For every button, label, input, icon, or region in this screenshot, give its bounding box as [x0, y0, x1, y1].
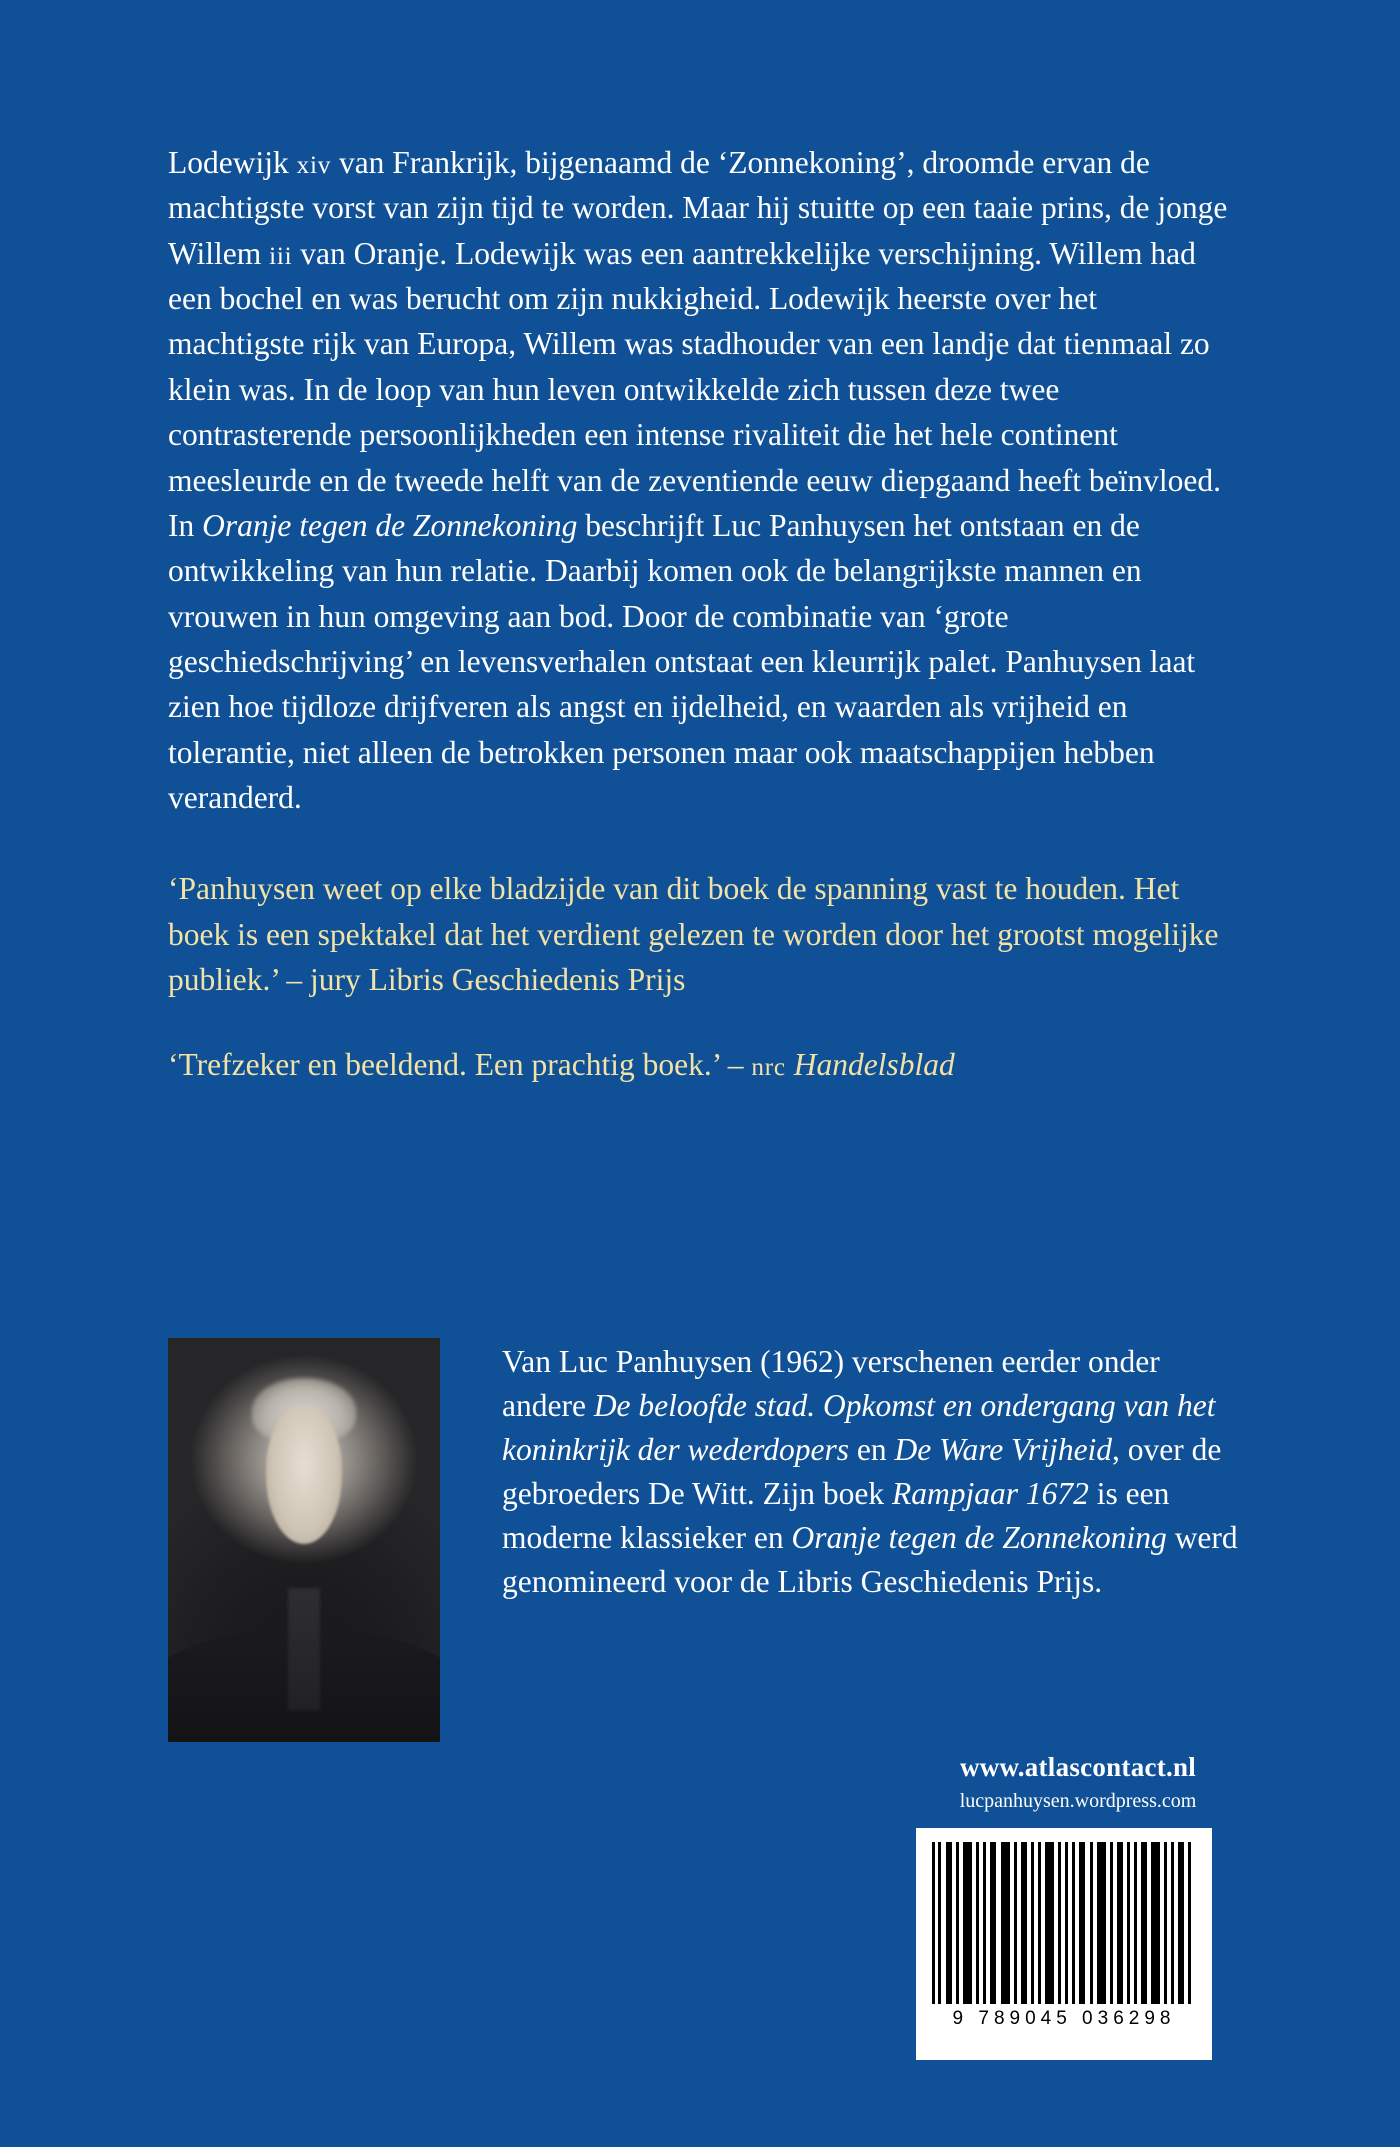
bio-part-e: werd genomineerd voor de Libris Geschiedenis Prijs. [502, 1520, 1238, 1600]
bio-part-a: Van Luc Panhuysen (1962) verschenen eerder onder andere [502, 1344, 1160, 1424]
author-portrait [168, 1338, 440, 1742]
author-bio-paragraph [502, 1340, 1240, 1605]
review-quote-1: ‘Panhuysen weet op elke bladzijde van dit boek de spanning vast te houden. Het boek is een spektakel dat het verdient gelezen te worden door het grootst mogelijke publiek.’ – jury Libris Geschiedenis Prijs [168, 871, 1219, 998]
review-quote-2 [168, 1042, 1240, 1087]
bio-title-de-ware-vrijheid: De Ware Vrijheid [894, 1432, 1113, 1468]
blurb-section [168, 140, 1240, 1088]
publisher-website-link[interactable]: www.atlascontact.nl [959, 1752, 1197, 1782]
publisher-links [916, 1752, 1240, 1813]
bio-title-rampjaar-1672: Rampjaar 1672 [892, 1476, 1089, 1512]
barcode-bars [932, 1842, 1196, 2004]
roman-numeral-fourteen: xiv [296, 152, 332, 179]
bio-part-b: en [849, 1432, 895, 1468]
review-source-handelsblad: Handelsblad [785, 1047, 955, 1083]
portrait-face [266, 1407, 342, 1544]
blurb-p2-part-b: beschrijft Luc Panhuysen het ontstaan en de ontwikkeling van hun relatie. Daarbij komen ook de belangrijkste mannen en vrouwen in hun omgeving aan bod. Door de combinatie van ‘grote geschiedschrijving’ en levensverhalen ontstaat een kleurrijk palet. Panhuysen laat zien hoe tijdloze drijfveren als angst en ijdelheid, en waarden als vrijheid en tolerantie, niet alleen de betrokken personen maar ook maatschappijen hebben veranderd. [168, 507, 1196, 816]
bio-part-c: , over de gebroeders De Witt. Zijn boek [502, 1432, 1222, 1512]
review-source-nrc: nrc [751, 1054, 786, 1082]
barcode-digits: 9 789045 036298 [952, 2008, 1176, 2029]
bio-part-d: is een moderne klassieker en [502, 1476, 1170, 1556]
blurb-p1-part-a: Lodewijk [168, 145, 297, 180]
blurb-p1-part-b: van Frankrijk, bijgenaamd de ‘Zonnekoning’, droomde ervan de machtigste vorst van zijn tijd te worden. Maar hij stuitte op een taaie prins, de jonge Willem [168, 145, 1228, 271]
author-blog-link[interactable]: lucpanhuysen.wordpress.com [959, 1790, 1197, 1812]
blurb-p2-part-a: In [168, 507, 203, 543]
author-bio-text [440, 1338, 1240, 1742]
book-title-italic: Oranje tegen de Zonnekoning [202, 507, 578, 543]
portrait-shirt [288, 1588, 321, 1709]
blurb-p1-part-c: van Oranje. Lodewijk was een aantrekkelijke verschijning. Willem had een bochel en was berucht om zijn nukkigheid. Lodewijk heerste over het machtigste rijk van Europa, Willem was stadhouder van een landje dat tienmaal zo klein was. In de loop van hun leven ontwikkelde zich tussen deze twee contrasterende persoonlijkheden een intense rivaliteit die het hele continent meesleurde en de tweede helft van de zeventiende eeuw diepgaand heeft beïnvloed. [168, 235, 1222, 498]
blurb-text [168, 140, 1240, 820]
bio-title-oranje-tegen-de-zonnekoning: Oranje tegen de Zonnekoning [791, 1520, 1167, 1556]
review-quotes [168, 866, 1240, 1087]
blurb-paragraph-1 [168, 140, 1240, 503]
blurb-paragraph-2 [168, 503, 1240, 821]
author-section [168, 1338, 1240, 1742]
bio-title-de-beloofde-stad: De beloofde stad. Opkomst en ondergang van het koninkrijk der wederdopers [502, 1388, 1216, 1468]
barcode [916, 1828, 1212, 2060]
roman-numeral-three: iii [269, 242, 293, 270]
review-quote-2-text: ‘Trefzeker en beeldend. Een prachtig boek.’ – [168, 1047, 752, 1083]
